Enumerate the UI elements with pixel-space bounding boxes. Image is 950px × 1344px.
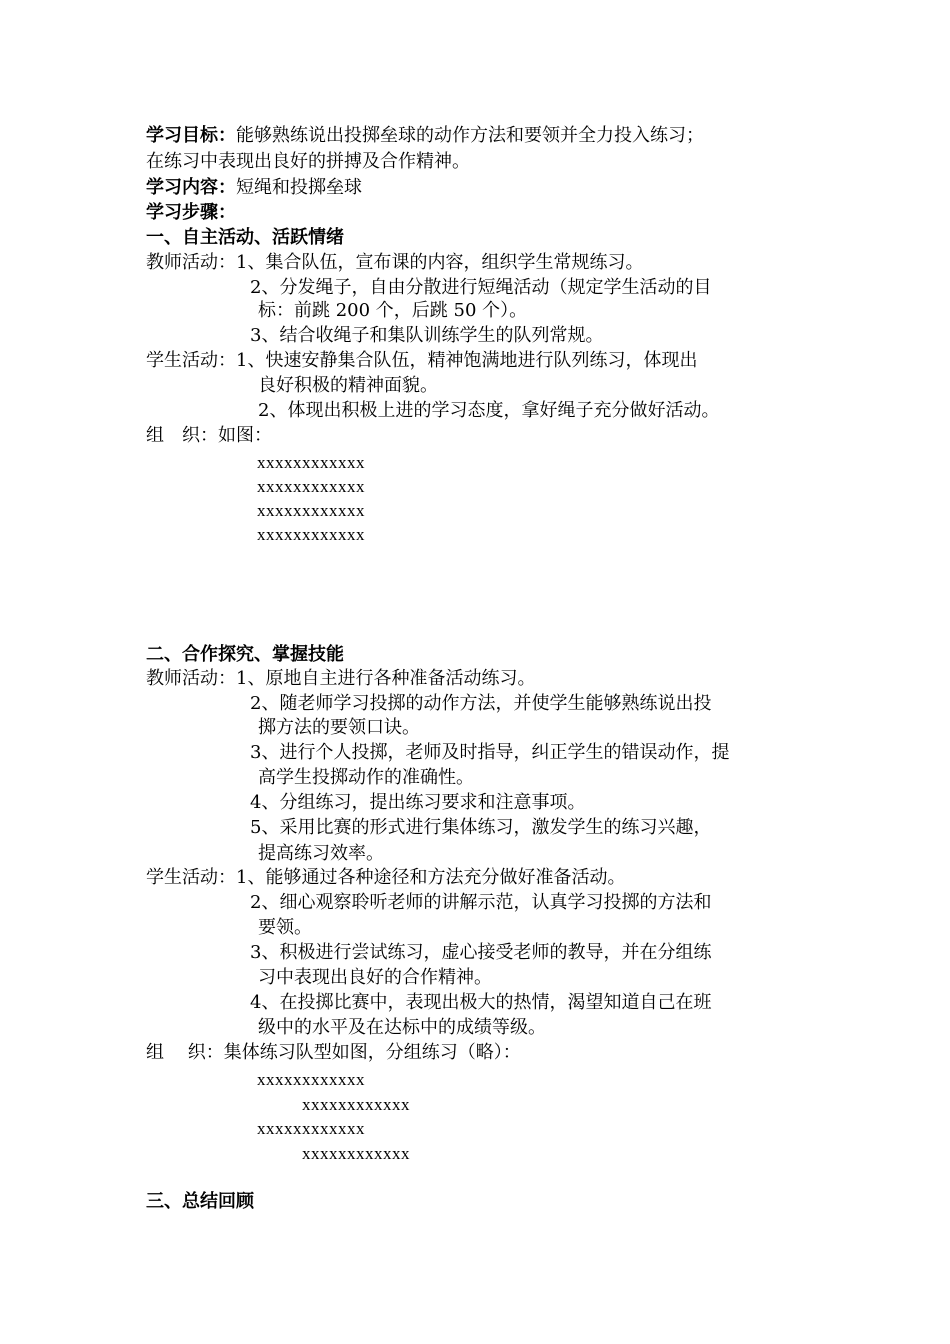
section1-student-item: 1、快速安静集合队伍，精神饱满地进行队列练习，体现出 — [236, 350, 698, 371]
section1-teacher-label: 教师活动： — [146, 252, 236, 273]
section2-teacher-item: 5、采用比赛的形式进行集体练习，激发学生的练习兴趣， — [250, 817, 712, 838]
formation-row: xxxxxxxxxxxx — [257, 1119, 365, 1138]
section1-teacher-item: 2、分发绳子，自由分散进行短绳活动（规定学生活动的目 — [250, 277, 712, 298]
section2-student-label: 学生活动： — [146, 867, 236, 888]
section2-student-line — [146, 866, 625, 890]
content-label: 学习内容： — [146, 177, 236, 198]
section1-student-label: 学生活动： — [146, 350, 236, 371]
section1-teacher-line — [146, 251, 643, 275]
section2-student-item: 级中的水平及在达标中的成绩等级。 — [258, 1017, 546, 1038]
section2-org-label: 组 织： — [146, 1042, 224, 1063]
section2-student-item: 3、积极进行尝试练习，虚心接受老师的教导，并在分组练 — [250, 942, 712, 963]
section2-student-item: 1、能够通过各种途径和方法充分做好准备活动。 — [236, 867, 626, 888]
section2-teacher-item: 3、进行个人投掷，老师及时指导，纠正学生的错误动作，提 — [250, 742, 730, 763]
section2-student-item: 要领。 — [258, 917, 312, 938]
goal-text-2: 在练习中表现出良好的拼搏及合作精神。 — [146, 151, 470, 172]
formation-row: xxxxxxxxxxxx — [257, 501, 365, 520]
section1-student-line — [146, 349, 697, 373]
formation-row: xxxxxxxxxxxx — [257, 1070, 365, 1089]
formation-row: xxxxxxxxxxxx — [257, 453, 365, 472]
section2-org-line — [146, 1041, 521, 1065]
section1-org-line — [146, 424, 272, 448]
section1-student-item: 良好积极的精神面貌。 — [258, 375, 438, 396]
steps-label: 学习步骤： — [146, 202, 236, 223]
formation-row: xxxxxxxxxxxx — [302, 1144, 410, 1163]
section3-heading: 三、总结回顾 — [146, 1191, 254, 1212]
section2-teacher-line — [146, 667, 535, 691]
section2-teacher-item: 掷方法的要领口诀。 — [258, 717, 420, 738]
section1-teacher-item: 3、结合收绳子和集队训练学生的队列常规。 — [250, 325, 604, 346]
section2-teacher-item: 1、原地自主进行各种准备活动练习。 — [236, 668, 536, 689]
section1-student-item: 2、体现出积极上进的学习态度，拿好绳子充分做好活动。 — [258, 400, 720, 421]
section2-student-item: 2、细心观察聆听老师的讲解示范，认真学习投掷的方法和 — [250, 892, 712, 913]
section2-teacher-item: 提高练习效率。 — [258, 843, 384, 864]
goal-line — [146, 124, 704, 148]
section2-teacher-item: 4、分组练习，提出练习要求和注意事项。 — [250, 792, 586, 813]
section2-teacher-label: 教师活动： — [146, 668, 236, 689]
section2-student-item: 4、在投掷比赛中，表现出极大的热情，渴望知道自己在班 — [250, 992, 712, 1013]
section1-heading: 一、自主活动、活跃情绪 — [146, 227, 344, 248]
section1-org-text: 如图： — [218, 425, 272, 446]
section2-org-text: 集体练习队型如图，分组练习（略）： — [223, 1042, 521, 1063]
content-text: 短绳和投掷垒球 — [236, 177, 362, 198]
formation-row: xxxxxxxxxxxx — [302, 1095, 410, 1114]
goal-text-1: 能够熟练说出投掷垒球的动作方法和要领并全力投入练习； — [236, 125, 704, 146]
section2-heading: 二、合作探究、掌握技能 — [146, 644, 344, 665]
formation-row: xxxxxxxxxxxx — [257, 477, 365, 496]
goal-label: 学习目标： — [146, 125, 236, 146]
section2-teacher-item: 2、随老师学习投掷的动作方法，并使学生能够熟练说出投 — [250, 693, 712, 714]
section2-student-item: 习中表现出良好的合作精神。 — [258, 967, 492, 988]
formation-row: xxxxxxxxxxxx — [257, 525, 365, 544]
section1-teacher-item: 标：前跳 200 个，后跳 50 个）。 — [258, 300, 528, 321]
content-line — [146, 176, 362, 200]
section2-teacher-item: 高学生投掷动作的准确性。 — [258, 767, 474, 788]
section1-org-label: 组 织： — [146, 425, 218, 446]
section1-teacher-item: 1、集合队伍，宣布课的内容，组织学生常规练习。 — [236, 252, 644, 273]
